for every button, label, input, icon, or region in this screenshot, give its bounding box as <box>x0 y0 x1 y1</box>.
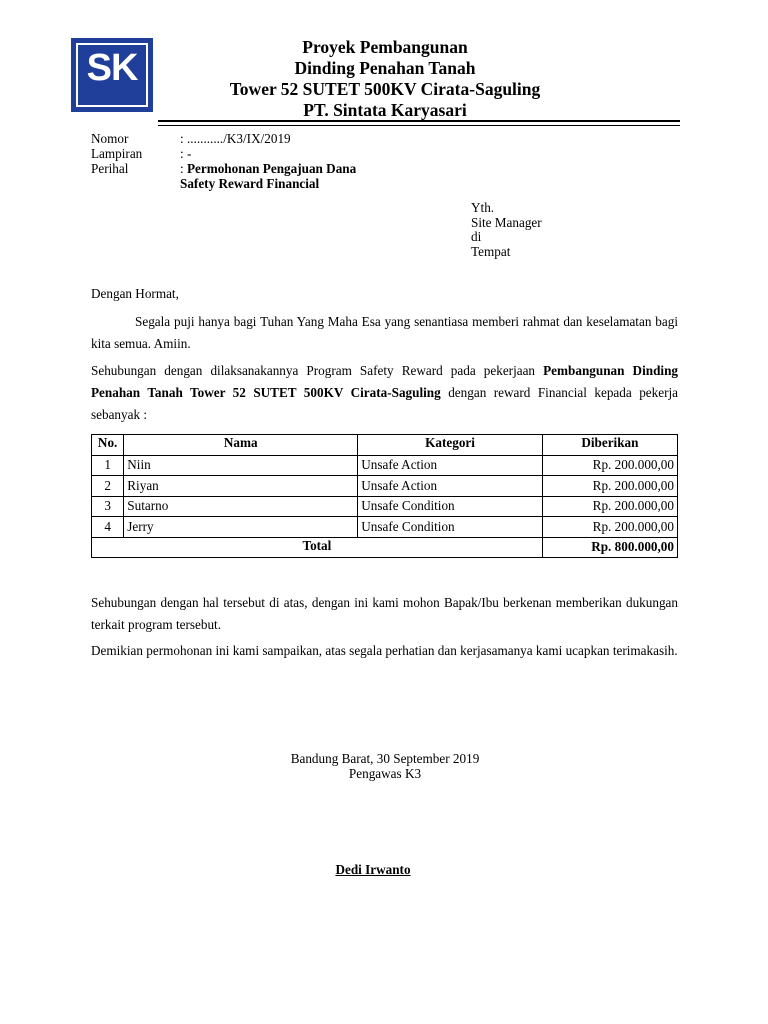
perihal-subject-2: Safety Reward Financial <box>180 176 320 191</box>
table-row <box>92 455 678 476</box>
header-divider-thin <box>158 125 680 126</box>
program-paragraph <box>91 360 678 426</box>
perihal-label: Perihal <box>91 161 129 176</box>
total-label: Total <box>92 537 543 558</box>
cell-nama: Niin <box>124 455 358 476</box>
cell-no: 4 <box>92 517 124 538</box>
recipient-line-3: di <box>471 229 482 244</box>
table-total-row <box>92 537 678 558</box>
program-text-a: Sehubungan dengan dilaksanakannya Program Safety Reward pada pekerjaan <box>91 363 544 378</box>
cell-nama: Sutarno <box>124 496 358 517</box>
cell-no: 2 <box>92 476 124 497</box>
cell-diberikan: Rp. 200.000,00 <box>542 476 677 497</box>
company-logo <box>71 38 153 112</box>
recipient-line-1: Yth. <box>471 200 495 215</box>
nomor-label: Nomor <box>91 131 129 146</box>
reward-table <box>91 434 678 558</box>
place-date: Bandung Barat, 30 September 2019 <box>290 751 480 766</box>
cell-no: 3 <box>92 496 124 517</box>
lampiran-value: : - <box>180 146 192 161</box>
recipient-line-4: Tempat <box>471 243 511 259</box>
letter-header <box>175 37 595 121</box>
table-row <box>92 496 678 517</box>
table-row <box>92 476 678 497</box>
signer-name: Dedi Irwanto <box>335 862 411 877</box>
nomor-value: : .........../K3/IX/2019 <box>180 131 291 146</box>
recipient-block <box>471 201 542 259</box>
perihal-subject-1: Permohonan Pengajuan Dana <box>186 161 357 176</box>
header-no: No. <box>92 435 124 456</box>
header-divider-thick <box>158 120 680 122</box>
request-paragraph: Sehubungan dengan hal tersebut di atas, dengan ini kami mohon Bapak/Ibu berkenan memberikan dukungan terkait program tersebut. <box>91 595 678 632</box>
perihal-value-line-2 <box>180 176 319 191</box>
header-kategori: Kategori <box>358 435 543 456</box>
table-header-row <box>92 435 678 456</box>
perihal-value: : Permohonan Pengajuan Dana <box>180 161 357 176</box>
signer-role: Pengawas K3 <box>348 765 422 781</box>
cell-no: 1 <box>92 455 124 476</box>
cell-nama: Riyan <box>124 476 358 497</box>
signature-block <box>200 752 570 781</box>
cell-diberikan: Rp. 200.000,00 <box>542 455 677 476</box>
total-value: Rp. 800.000,00 <box>542 537 677 558</box>
header-line-2: Dinding Penahan Tanah <box>294 58 476 78</box>
project-name: Pembangunan Dinding Penahan Tanah Tower 52 SUTET 500KV Cirata-Saguling <box>91 363 679 400</box>
closing-paragraph: Demikian permohonan ini kami sampaikan, atas segala perhatian dan kerjasamanya kami ucapkan terimakasih. <box>91 643 678 658</box>
cell-diberikan: Rp. 200.000,00 <box>542 517 677 538</box>
cell-diberikan: Rp. 200.000,00 <box>542 496 677 517</box>
header-line-3: Tower 52 SUTET 500KV Cirata-Saguling <box>229 79 541 99</box>
header-nama: Nama <box>124 435 358 456</box>
table-row <box>92 517 678 538</box>
cell-kategori: Unsafe Condition <box>358 517 543 538</box>
recipient-line-2: Site Manager <box>471 214 542 230</box>
header-line-1: Proyek Pembangunan <box>302 37 468 57</box>
opening-paragraph: Segala puji hanya bagi Tuhan Yang Maha Esa yang senantiasa memberi rahmat dan keselamatan bagi kita semua. Amiin. <box>91 314 678 351</box>
cell-kategori: Unsafe Condition <box>358 496 543 517</box>
cell-nama: Jerry <box>124 517 358 538</box>
header-diberikan: Diberikan <box>542 435 677 456</box>
cell-kategori: Unsafe Action <box>358 476 543 497</box>
logo-text: SK <box>86 47 138 89</box>
lampiran-label: Lampiran <box>91 146 143 161</box>
greeting: Dengan Hormat, <box>91 286 179 301</box>
cell-kategori: Unsafe Action <box>358 455 543 476</box>
header-line-4: PT. Sintata Karyasari <box>303 100 467 120</box>
program-text-c: dengan reward Financial kepada pekerja sebanyak : <box>91 385 679 422</box>
